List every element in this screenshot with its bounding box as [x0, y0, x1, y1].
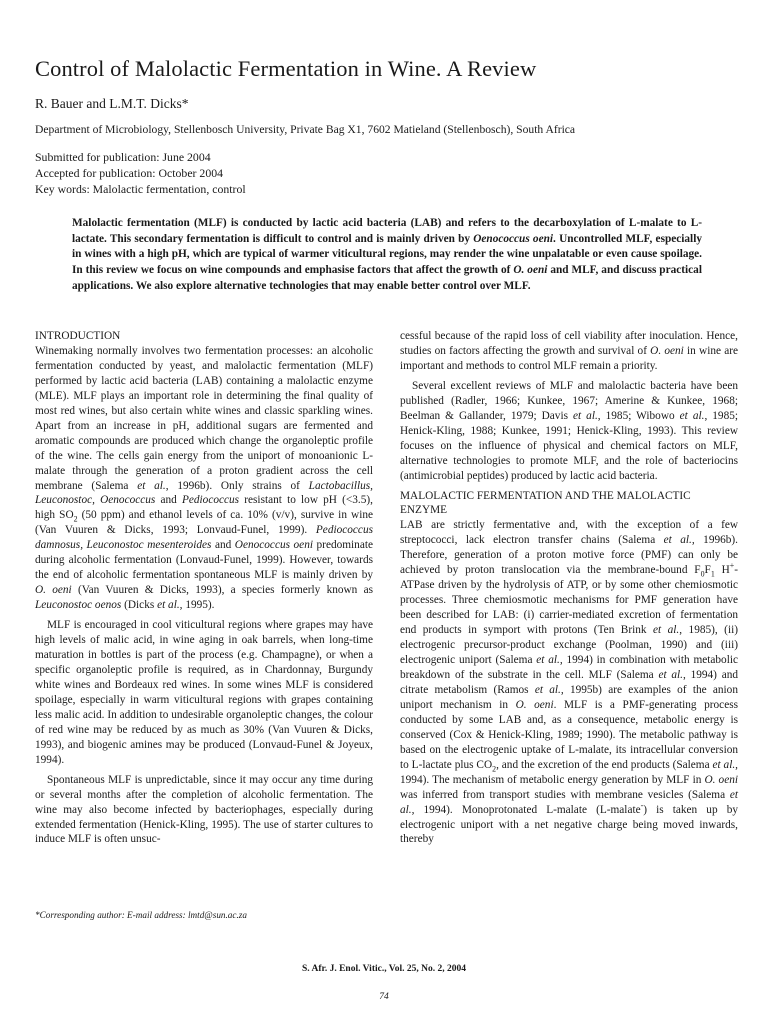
publication-meta [35, 149, 246, 197]
body-column-right [400, 329, 738, 847]
body-column-left [35, 329, 373, 847]
intro-paragraph-1: Winemaking normally involves two fermentation processes: an alcoholic fermentation conducted by yeast, and malolactic fermentation (MLF) performed by lactic acid bacteria (LAB) containing a malolactic enzyme (MLE). MLF plays an important role in determining the final quality of most red wines, but also certain white wines and classic sparkling wines. Apart from an increase in pH, additional sugars are fermented and aromatic compounds are produced which change the organoleptic profile of the wine. The cells gain energy from the uniport of monoanionic L-malate through the generation of a proton gradient across the cell membrane (Salema et al., 1996b). Only strains of Lactobacillus, Leuconostoc, Oenococcus and Pediococcus resistant to low pH (<3.5), high $SO_2$ (50 ppm) and ethanol levels of ca. 10% (v/v), survive in wine (Van Vuuren & Dicks, 1993; Lonvaud-Funel, 1999). Pediococcus damnosus, Leuconostoc mesenteroides and Oenococcus oeni predominate during alcoholic fermentation (Lonvaud-Funel, 1999). However, towards the end of alcoholic fermentation spontaneous MLF is mainly driven by O. oeni (Van Vuuren & Dicks, 1993), a species formerly known as Leuconostoc oenos (Dicks et al., 1995). [35, 344, 373, 612]
section2-paragraph-1: LAB are strictly fermentative and, with the exception of a few streptococci, lack electron transfer chains (Salema et al., 1996b). Therefore, generation of a proton motive force (PMF) can only be achieved by proton translocation via the membrane-bound $F_0F_1$ H+-ATPase driven by the hydrolysis of ATP, or by some other chemiosmotic processes. Three chemiosmotic mechanisms for PMF generation have been described for LAB: (i) carrier-mediated excretion of fermentation end products in symport with protons (Ten Brink et al., 1985), (ii) electrogenic precursor-product exchange (Poolman, 1990) and (iii) electrogenic uniport (Salema et al., 1994) in combination with metabolic breakdown of the substrate in the cell. MLF (Salema et al., 1994) and citrate metabolism (Ramos et al., 1995b) are examples of the anion uniport mechanism in O. oeni. MLF is a PMF-generating process conducted by some LAB and, as a consequence, metabolic energy is conserved (Cox & Henick-Kling, 1989; 1990). The metabolic pathway is based on the electrogenic uptake of L-malate, its intracellular conversion to L-lactate plus $CO_2$, and the excretion of the end products (Salema et al., 1994). The mechanism of metabolic energy generation by MLF in O. oeni was inferred from transport studies with membrane vesicles (Salema et al., 1994). Monoprotonated L-malate (L-malate-) is taken up by electrogenic uniport with a net negative charge being moved inwards, thereby [400, 519, 739, 846]
section-heading-introduction: INTRODUCTION [35, 330, 121, 342]
journal-citation: S. Afr. J. Enol. Vitic., Vol. 25, No. 2, 2004 [301, 964, 467, 974]
accepted-date: Accepted for publication: October 2004 [35, 166, 224, 180]
intro-paragraph-3: Spontaneous MLF is unpredictable, since it may occur any time during or several months after the completion of alcoholic fermentation. The wine may also become infected by bacteriophages, especially during extended fermentation (Henick-Kling, 1995). The use of starter cultures to induce MLF is often unsuc- [35, 773, 373, 846]
keywords: Key words: Malolactic fermentation, control [35, 182, 246, 196]
corresponding-author-footnote: *Corresponding author: E-mail address: lmtd@sun.ac.za [35, 910, 247, 920]
intro-paragraph-3-continued: cessful because of the rapid loss of cell viability after inoculation. Hence, studies on factors affecting the growth and survival of O. oeni in wine are important and methods to control MLF remain a priority. [400, 330, 738, 372]
page-number: 74 [379, 992, 389, 1002]
abstract: Malolactic fermentation (MLF) is conducted by lactic acid bacteria (LAB) and refers to the decarboxylation of L-malate to L-lactate. This secondary fermentation is difficult to control and is mainly driven by Oenococcus oeni. Uncontrolled MLF, especially in wines with a high pH, which are typical of warmer viticultural regions, may render the wine unpalatable or even cause spoilage. In this review we focus on wine compounds and emphasise factors that affect the growth of O. oeni and MLF, and discuss practical applications. We also explore alternative technologies that may enable better control over MLF. [72, 217, 702, 292]
paper-title: Control of Malolactic Fermentation in Wine. A Review [35, 56, 537, 81]
section-heading-malolactic-enzyme: MALOLACTIC FERMENTATION AND THE MALOLACTIC ENZYME [400, 489, 691, 517]
intro-paragraph-2: MLF is encouraged in cool viticultural regions where grapes may have high levels of malic acid, in wine aging in oak barrels, when long-time maturation in bottles is part of the process (e.g. Champagne), or when a specific organoleptic profile is required, as in Chardonnay, Burgundy white wines and Bordeaux red wines. In some wines MLF is considered spoilage, especially in warm viticultural regions with grapes containing less malic acid. In addition to undesirable organoleptic changes, the colour of red wine may be reduced by as much as 30% (Van Vuuren & Dicks, 1993), and biogenic amines may be produced (Lonvaud-Funel & Joyeux, 1994). [35, 619, 373, 766]
intro-paragraph-4: Several excellent reviews of MLF and malolactic bacteria have been published (Radler, 1966; Kunkee, 1967; Amerine & Kunkee, 1968; Beelman & Gallander, 1979; Davis et al., 1985; Wibowo et al., 1985; Henick-Kling, 1988; Kunkee, 1991; Henick-Kling, 1993). This review focuses on the influence of physical and chemical factors on MLF, alternative technologies to promote MLF, and the role of bacteriocins (antimicrobial peptides) produced by lactic acid bacteria. [400, 379, 739, 482]
paper-authors: R. Bauer and L.M.T. Dicks* [35, 96, 189, 111]
submitted-date: Submitted for publication: June 2004 [35, 150, 211, 164]
paper-affiliation: Department of Microbiology, Stellenbosch University, Private Bag X1, 7602 Matieland (Stellenbosch), South Africa [35, 123, 576, 136]
